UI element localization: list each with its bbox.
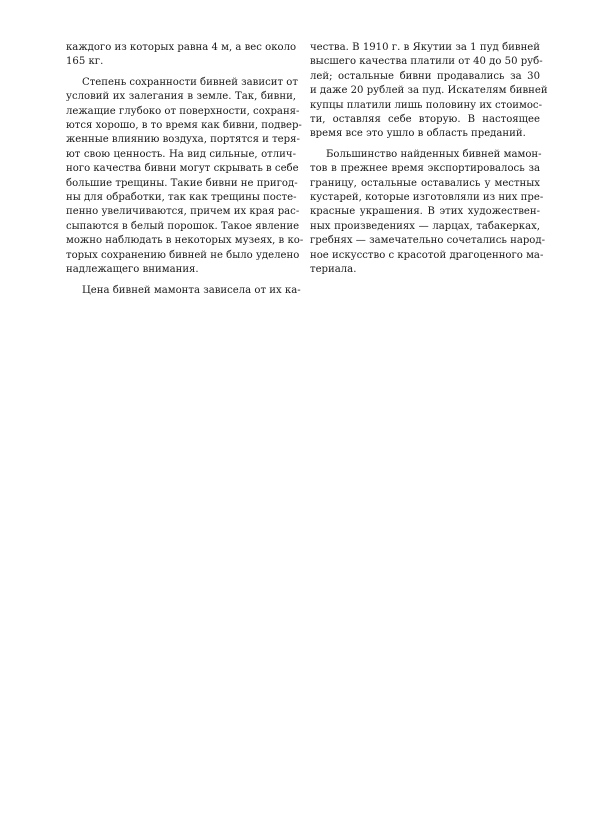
text-line: надлежащего внимания. — [66, 264, 199, 276]
text-line: ются хорошо, в то время как бивни, подвер- — [66, 120, 302, 132]
text-line: время все это ушло в область преданий. — [310, 128, 526, 140]
text-line: чества. В 1910 г. в Якутии за 1 пуд бивней — [310, 42, 540, 53]
text-line: сыпаются в белый порошок. Такое явление — [66, 220, 300, 232]
text-line: можно наблюдать в некоторых музеях, в ко- — [66, 235, 304, 247]
text-line: купцы платили лишь половину их стоимос- — [310, 99, 542, 111]
paragraph-tusk-preservation — [66, 76, 304, 278]
text-line: ного качества бивни могут скрывать в себе — [66, 163, 299, 175]
text-line: пенно увеличиваются, причем их края рас- — [66, 206, 300, 218]
text-line: тов в прежнее время экспортировалось за — [310, 163, 540, 175]
text-line: женные влиянию воздуха, портятся и теря- — [66, 134, 300, 146]
text-line: торых сохранению бивней не было уделено — [66, 249, 300, 261]
text-line: ны для обработки, так как трещины посте- — [66, 192, 297, 204]
text-line: ют свою ценность. На вид сильные, отлич- — [66, 148, 296, 160]
text-line: 165 кг. — [66, 56, 104, 68]
text-line: границу, остальные оставались у местных — [310, 177, 540, 189]
text-line: лей; остальные бивни продавались за 30 — [310, 70, 540, 82]
paragraph-tusk-price-start — [66, 284, 301, 298]
right-text-column — [310, 41, 548, 284]
text-line: ных произведениях — ларцах, табакерках, — [310, 220, 540, 232]
text-line: лежащие глубоко от поверхности, сохраня- — [66, 105, 300, 117]
paragraph-tusk-export — [310, 148, 546, 278]
text-line: условий их залегания в земле. Так, бивни, — [66, 91, 296, 103]
text-line: каждого из которых равна 4 м, а вес около — [66, 42, 297, 53]
text-line: Большинство найденных бивней мамон- — [326, 148, 542, 160]
text-line: Цена бивней мамонта зависела от их ка- — [82, 284, 301, 296]
text-line: ти, оставляя себе вторую. В настоящее — [310, 114, 540, 126]
left-text-column — [66, 41, 304, 304]
paragraph-tusk-size-end — [66, 41, 296, 70]
text-line: красные украшения. В этих художествен- — [310, 206, 540, 218]
text-line: высшего качества платили от 40 до 50 руб- — [310, 56, 543, 68]
text-line: и даже 20 рублей за пуд. Искателям бивней — [310, 85, 548, 97]
text-line: гребнях — замечательно сочетались народ- — [310, 235, 546, 247]
text-line: ное искусство с красотой драгоценного ма- — [310, 249, 544, 261]
text-line: кустарей, которые изготовляли из них пре- — [310, 192, 544, 204]
text-line: большие трещины. Такие бивни не пригод- — [66, 177, 298, 189]
text-line: териала. — [310, 264, 357, 276]
text-line: Степень сохранности бивней зависит от — [82, 76, 298, 88]
paragraph-tusk-price — [310, 41, 548, 142]
